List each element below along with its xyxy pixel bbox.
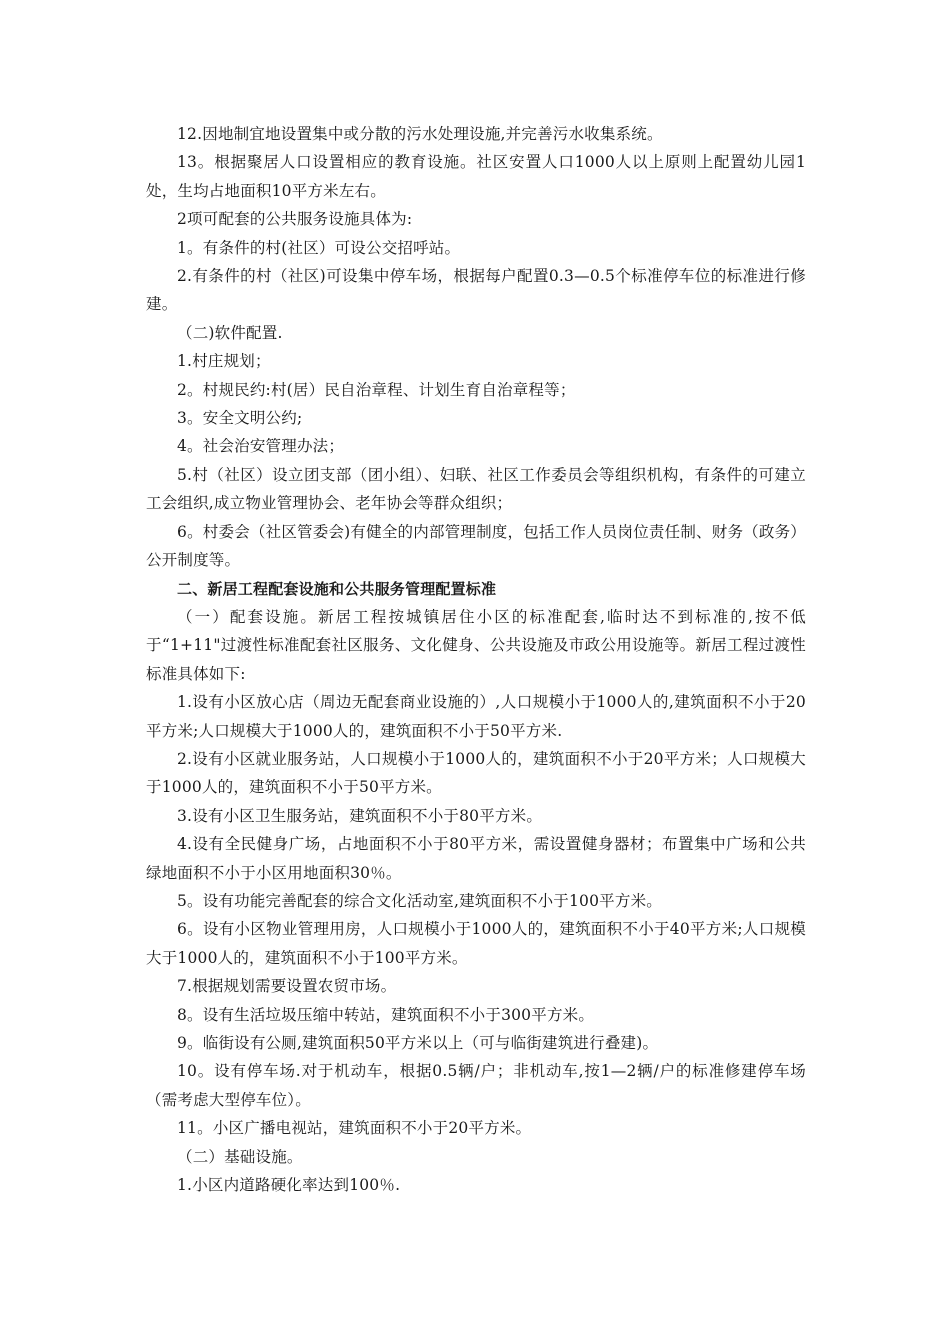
paragraph-store: 1.设有小区放心店（周边无配套商业设施的）,人口规模小于1000人的,建筑面积不小于20平方米;人口规模大于1000人的，建筑面积不小于50平方米. <box>146 693 806 740</box>
section-heading: 二、新居工程配套设施和公共服务管理配置标准 <box>177 579 497 598</box>
paragraph-toilet: 9。临街设有公厕,建筑面积50平方米以上（可与临街建筑进行叠建)。 <box>177 1034 659 1052</box>
paragraph-parking: 2.有条件的村（社区)可设集中停车场，根据每户配置0.3—0.5个标准停车位的标准进行修建。 <box>146 267 806 314</box>
paragraph-optional-intro: 2项可配套的公共服务设施具体为: <box>177 210 413 229</box>
paragraph-fitness: 4.设有全民健身广场，占地面积不小于80平方米，需设置健身器材；布置集中广场和公共绿地面积不小于小区用地面积30％。 <box>146 835 806 882</box>
paragraph-education: 13。根据聚居人口设置相应的教育设施。社区安置人口1000人以上原则上配置幼儿园1处，生均占地面积10平方米左右。 <box>146 153 806 200</box>
paragraph-garbage: 8。设有生活垃圾压缩中转站，建筑面积不小于300平方米。 <box>177 1005 595 1024</box>
paragraph-organizations: 5.村（社区）设立团支部（团小组）、妇联、社区工作委员会等组织机构，有条件的可建立工会组织,成立物业管理协会、老年协会等群众组织； <box>146 465 806 513</box>
paragraph-broadcast: 11。小区广播电视站，建筑面积不小于20平方米。 <box>177 1119 532 1138</box>
paragraph-software-heading: （二)软件配置. <box>177 323 283 342</box>
paragraph-public-order: 4。社会治安管理办法； <box>177 437 345 456</box>
paragraph-property: 6。设有小区物业管理用房，人口规模小于1000人的，建筑面积不小于40平方米;人口规模大于1000人的，建筑面积不小于100平方米。 <box>146 920 806 967</box>
paragraph-management: 6。村委会（社区管委会)有健全的内部管理制度，包括工作人员岗位责任制、财务（政务）公开制度等。 <box>146 522 806 570</box>
paragraph-bus-stop: 1。有条件的村(社区）可设公交招呼站。 <box>177 238 461 257</box>
paragraph-market: 7.根据规划需要设置农贸市场。 <box>177 977 397 996</box>
paragraph-culture: 5。设有功能完善配套的综合文化活动室,建筑面积不小于100平方米。 <box>177 891 662 910</box>
document-page <box>146 120 806 1199</box>
paragraph-safety: 3。安全文明公约; <box>177 409 303 428</box>
paragraph-village-rules: 2。村规民约:村(居）民自治章程、计划生育自治章程等； <box>177 380 576 399</box>
paragraph-infrastructure-heading: （二）基础设施。 <box>177 1147 303 1166</box>
paragraph-car-park: 10。设有停车场.对于机动车，根据0.5辆/户；非机动车,按1—2辆/户的标准修建停车场（需考虑大型停车位）。 <box>146 1062 806 1109</box>
paragraph-village-plan: 1.村庄规划； <box>177 352 271 371</box>
paragraph-health: 3.设有小区卫生服务站，建筑面积不小于80平方米。 <box>177 806 543 825</box>
paragraph-employment: 2.设有小区就业服务站，人口规模小于1000人的，建筑面积不小于20平方米；人口规模大于1000人的，建筑面积不小于50平方米。 <box>146 749 806 797</box>
paragraph-road: 1.小区内道路硬化率达到100％. <box>177 1176 401 1195</box>
paragraph-sewage: 12.因地制宜地设置集中或分散的污水处理设施,并完善污水收集系统。 <box>177 125 663 143</box>
paragraph-supporting-facilities: （一）配套设施。新居工程按城镇居住小区的标准配套,临时达不到标准的,按不低于“1+11"过渡性标准配套社区服务、文化健身、公共设施及市政公用设施等。新居工程过渡性标准具体如下: <box>146 607 806 683</box>
